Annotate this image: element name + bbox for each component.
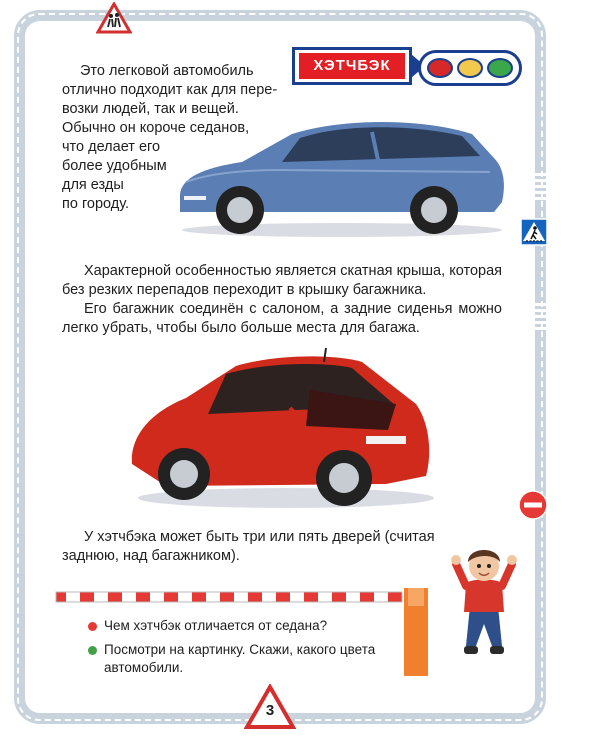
- intro-line: по городу.: [62, 196, 130, 212]
- red-hatchback-image: [126, 344, 436, 512]
- pedestrian-crossing-sign-icon: [520, 218, 548, 246]
- crosswalk-right-lower: [532, 300, 552, 330]
- title-badge: [292, 47, 412, 85]
- question-item: Чем хэтчбэк отличается от седана?: [104, 618, 328, 633]
- feature-paragraph: [62, 262, 502, 338]
- question-bullet-green: [88, 646, 97, 655]
- question-bullet-red: [88, 622, 97, 631]
- feature-text-trunk: Его багажник соединён с салоном, а задние сиденья можно легко убрать, чтобы было больше места для багажа.: [62, 301, 502, 336]
- boy-illustration: [448, 544, 520, 674]
- intro-line: отлично подходит как для пере-: [62, 82, 278, 98]
- intro-line: для езды: [62, 177, 124, 193]
- traffic-light: [418, 50, 522, 86]
- question-item: Посмотри на картинку. Скажи, какого цвета автомобили.: [104, 642, 376, 675]
- children-warning-sign-icon: [96, 2, 132, 34]
- crosswalk-right: [532, 170, 552, 200]
- doors-paragraph: У хэтчбэка может быть три или пять дверей (считая заднюю, над багажником).: [62, 529, 435, 564]
- intro-line: более удобным: [62, 158, 167, 174]
- red-lamp-icon: [427, 58, 453, 78]
- yellow-lamp-icon: [457, 58, 483, 78]
- green-lamp-icon: [487, 58, 513, 78]
- no-entry-sign-icon: [518, 490, 548, 520]
- intro-line: Обычно он короче седанов,: [62, 120, 250, 136]
- intro-line: что делает его: [62, 139, 161, 155]
- intro-line: Это легковой автомобиль: [80, 63, 254, 79]
- intro-line: возки людей, так и вещей.: [62, 101, 239, 117]
- feature-text-roof: Характерной особенностью является скатная крыша, которая без резких перепадов переходит в крышку багажника.: [62, 263, 502, 298]
- blue-hatchback-image: [172, 112, 512, 240]
- page-number: 3: [265, 702, 275, 719]
- page-title: ХЭТЧБЭК: [299, 53, 405, 79]
